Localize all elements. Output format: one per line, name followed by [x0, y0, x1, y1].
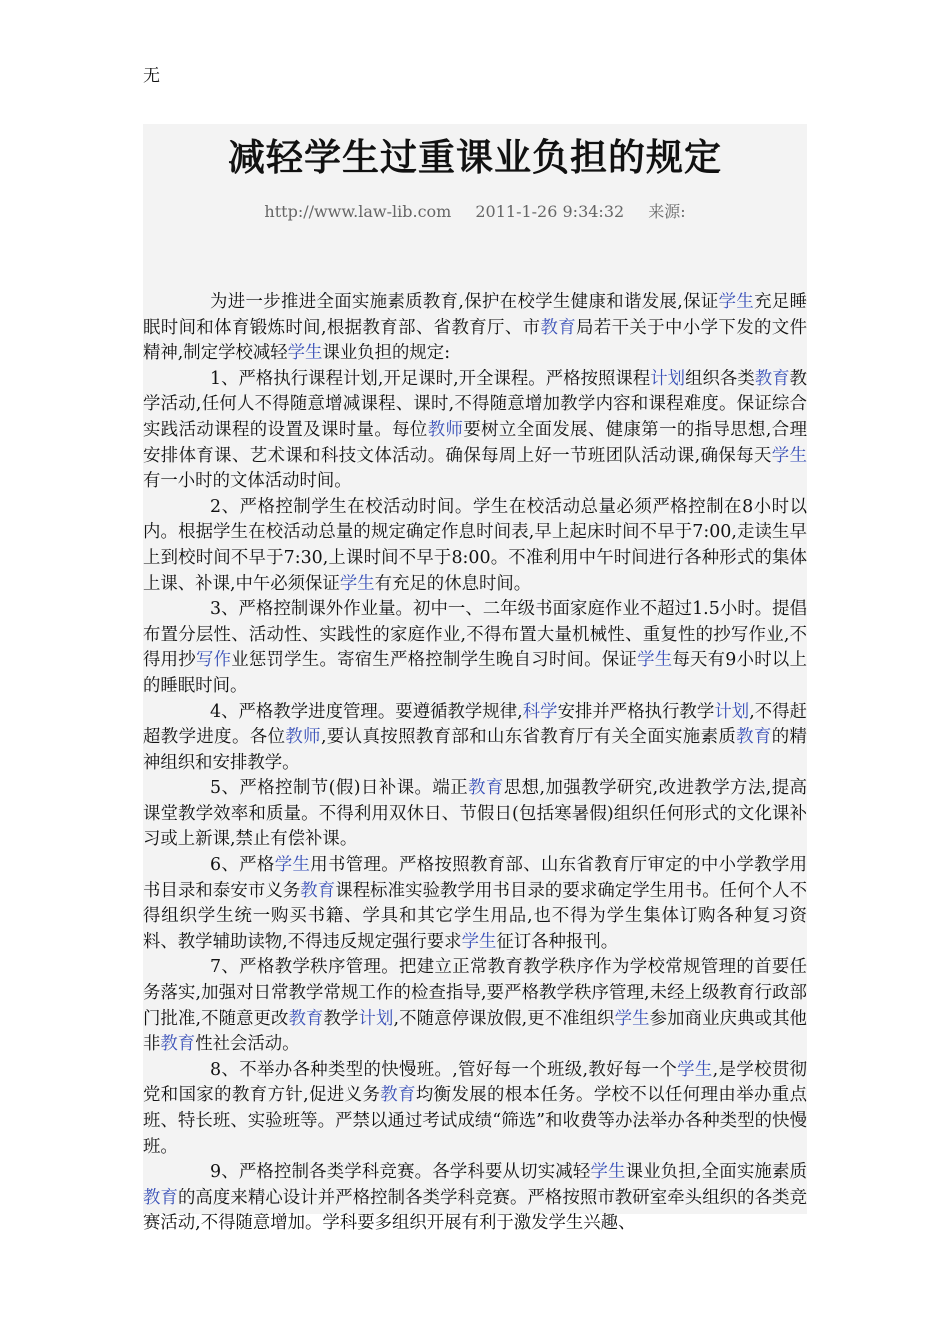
- source-label: 来源:: [648, 202, 686, 221]
- keyword-link[interactable]: 学生: [677, 1059, 713, 1080]
- article-paragraph: 6、严格学生用书管理。严格按照教育部、山东省教育厅审定的中小学教学用书目录和泰安市义务教育课程标准实验教学用书目录的要求确定学生用书。任何个人不得组织学生统一购买书籍、学具和其它学生用品,也不得为学生集体订购各种复习资料、教学辅助读物,不得违反规定强行要求学生征订各种报刊。: [143, 855, 807, 952]
- article-title: 减轻学生过重课业负担的规定: [228, 135, 722, 179]
- article-paragraph: 1、严格执行课程计划,开足课时,开全课程。严格按照课程计划组织各类教育教学活动,任何人不得随意增减课程、课时,不得随意增加教学内容和课程难度。保证综合实践活动课程的设置及课时量。每位教师要树立全面发展、健康第一的指导思想,合理安排体育课、艺术课和科技文体活动。确保每周上好一节班团队活动课,确保每天学生有一小时的文体活动时间。: [143, 368, 807, 492]
- article-paragraph: 3、严格控制课外作业量。初中一、二年级书面家庭作业不超过1.5小时。提倡布置分层性、活动性、实践性的家庭作业,不得布置大量机械性、重复性的抄写作业,不得用抄写作业惩罚学生。寄宿生严格控制学生晚自习时间。保证学生每天有9小时以上的睡眠时间。: [143, 599, 807, 696]
- keyword-link[interactable]: 计划: [714, 701, 750, 722]
- article-paragraph: 2、严格控制学生在校活动时间。学生在校活动总量必须严格控制在8小时以内。根据学生在校活动总量的规定确定作息时间表,早上起床时间不早于7:00,走读生早上到校时间不早于7:30,上课时间不早于8:00。不准利用中午时间进行各种形式的集体上课、补课,中午必须保证学生有充足的休息时间。: [143, 496, 807, 594]
- keyword-link[interactable]: 写作: [195, 650, 232, 671]
- keyword-link[interactable]: 学生: [718, 292, 755, 312]
- keyword-link[interactable]: 计划: [650, 368, 686, 389]
- keyword-link[interactable]: 教育: [540, 317, 577, 338]
- keyword-link[interactable]: 学生: [461, 931, 497, 952]
- keyword-link[interactable]: 教育: [736, 727, 772, 748]
- keyword-link[interactable]: 计划: [358, 1008, 394, 1029]
- keyword-link[interactable]: 学生: [637, 650, 673, 671]
- keyword-link[interactable]: 学生: [274, 855, 311, 876]
- keyword-link[interactable]: 教育: [380, 1085, 416, 1106]
- keyword-link[interactable]: 学生: [771, 445, 807, 466]
- keyword-link[interactable]: 教育: [143, 1187, 178, 1208]
- keyword-link[interactable]: 教师: [285, 727, 321, 748]
- article-paragraph: 9、严格控制各类学科竞赛。各学科要从切实减轻学生课业负担,全面实施素质教育的高度来精心设计并严格控制各类学科竞赛。严格按照市教研室牵头组织的各类竞赛活动,不得随意增加。学科要多组织开展有利于激发学生兴趣、: [143, 1162, 807, 1234]
- source-url-link[interactable]: http://www.law-lib.com: [264, 202, 452, 221]
- article-paragraph: 5、严格控制节(假)日补课。端正教育思想,加强教学研究,改进教学方法,提高课堂教学效率和质量。不得利用双休日、节假日(包括寒暑假)组织任何形式的文化课补习或上新课,禁止有偿补课。: [143, 778, 807, 850]
- article-container: [143, 124, 807, 1234]
- header-note: 无: [143, 66, 160, 86]
- article-paragraph: 8、不举办各种类型的快慢班。,管好每一个班级,教好每一个学生,是学校贯彻党和国家的教育方针,促进义务教育均衡发展的根本任务。学校不以任何理由举办重点班、特长班、实验班等。严禁以通过考试成绩“筛选”和收费等办法举办各种类型的快慢班。: [143, 1059, 807, 1157]
- keyword-link[interactable]: 教育: [300, 880, 336, 901]
- article-paragraph: 7、严格教学秩序管理。把建立正常教育教学秩序作为学校常规管理的首要任务落实,加强对日常教学常规工作的检查指导,要严格教学秩序管理,未经上级教育行政部门批准,不随意更改教育教学计划,不随意停课放假,更不准组织学生参加商业庆典或其他非教育性社会活动。: [143, 957, 807, 1055]
- keyword-link[interactable]: 教师: [427, 419, 464, 440]
- article-paragraph: 4、严格教学进度管理。要遵循教学规律,科学安排并严格执行教学计划,不得赶超教学进度。各位教师,要认真按照教育部和山东省教育厅有关全面实施素质教育的精神组织和安排教学。: [143, 701, 807, 773]
- keyword-link[interactable]: 教育: [160, 1034, 196, 1055]
- keyword-link[interactable]: 学生: [590, 1162, 626, 1183]
- keyword-link[interactable]: 教育: [288, 1008, 324, 1029]
- keyword-link[interactable]: 学生: [287, 343, 323, 364]
- keyword-link[interactable]: 学生: [339, 573, 375, 594]
- article-paragraph: 为进一步推进全面实施素质教育,保护在校学生健康和谐发展,保证学生充足睡眠时间和体育锻炼时间,根据教育部、省教育厅、市教育局若干关于中小学下发的文件精神,制定学校减轻学生课业负担的规定:: [143, 292, 807, 364]
- keyword-link[interactable]: 教育: [468, 778, 504, 799]
- keyword-link[interactable]: 科学: [522, 701, 558, 722]
- article-meta: [143, 202, 807, 222]
- keyword-link[interactable]: 学生: [614, 1008, 650, 1029]
- keyword-link[interactable]: 教育: [754, 368, 790, 389]
- article-body: [143, 290, 807, 1237]
- publish-datetime: 2011-1-26 9:34:32: [475, 202, 625, 221]
